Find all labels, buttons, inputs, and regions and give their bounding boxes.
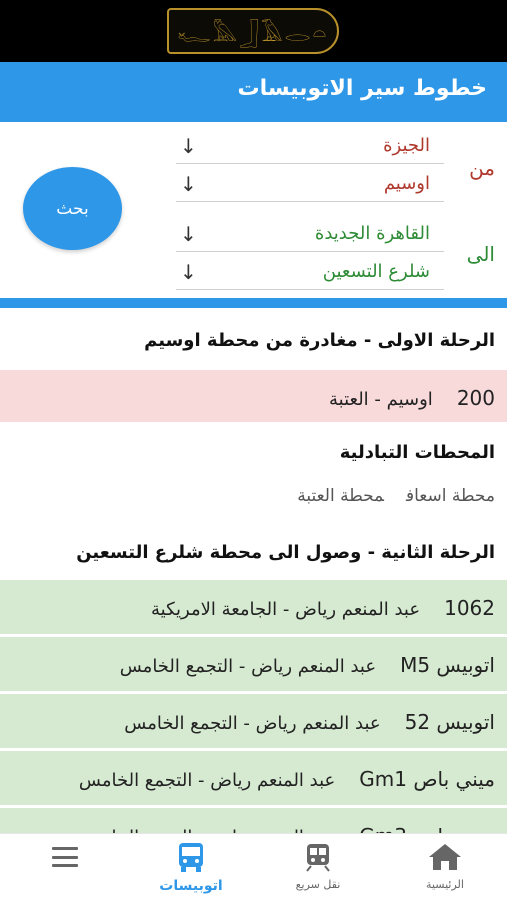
- logo-glyphs: 𓆑𓅓𓃀𓄿𓂋𓏏: [177, 22, 329, 47]
- route-name: عبد المنعم رياض - التجمع الخامس: [119, 656, 377, 677]
- route-info: [151, 596, 495, 620]
- trip2-heading: الرحلة الثانية - وصول الى محطة شلرع التسعين: [76, 542, 495, 563]
- to-city-select[interactable]: [176, 218, 444, 252]
- from-area-value: اوسيم: [383, 173, 430, 194]
- bus-icon: [146, 840, 236, 874]
- trip1-route-row[interactable]: [0, 370, 507, 422]
- home-icon: [400, 840, 490, 874]
- menu-icon-wrap: [20, 840, 110, 874]
- arrow-down-icon: ↓: [180, 134, 197, 158]
- to-city-value: القاهرة الجديدة: [314, 223, 430, 244]
- nav-home[interactable]: [400, 840, 490, 891]
- from-area-select[interactable]: [176, 168, 444, 202]
- arrow-down-icon: ↓: [180, 260, 197, 284]
- results-list: [0, 308, 507, 833]
- search-panel: [0, 122, 507, 298]
- app-logo: [167, 8, 339, 54]
- to-area-select[interactable]: [176, 256, 444, 290]
- arrow-down-icon: ↓: [180, 172, 197, 196]
- from-label: من: [469, 156, 495, 180]
- header-bar: [0, 62, 507, 122]
- menu-bar: [52, 847, 78, 850]
- trip2-route-row[interactable]: [0, 751, 507, 808]
- route-name: اوسيم - العتبة: [329, 389, 433, 410]
- route-number: اتوبيس M5: [400, 653, 495, 677]
- arrow-down-icon: ↓: [180, 222, 197, 246]
- to-label: الى: [466, 242, 495, 266]
- transfer-station: محطة اسعاف: [405, 486, 495, 506]
- route-info: [124, 710, 495, 734]
- menu-bar: [52, 856, 78, 859]
- to-area-value: شلرع التسعين: [322, 261, 430, 282]
- trip2-route-row[interactable]: [0, 637, 507, 694]
- transfer-station: محطة العتبة: [297, 486, 384, 506]
- transfer-stations: [275, 486, 495, 506]
- nav-metro[interactable]: [273, 840, 363, 891]
- nav-metro-label: نقل سريع: [295, 878, 341, 891]
- section-divider: [0, 298, 507, 308]
- menu-icon: [52, 847, 78, 867]
- bottom-navigation: [0, 833, 507, 900]
- route-info: [120, 653, 495, 677]
- transfer-heading: المحطات التبادلية: [339, 442, 495, 463]
- route-number: 1062: [444, 596, 495, 620]
- route-number: ميني باص Gm1: [359, 767, 495, 791]
- route-number: 200: [456, 386, 495, 410]
- from-city-value: الجيزة: [383, 135, 430, 156]
- nav-buses-label: اتوبيسات: [159, 878, 223, 894]
- nav-menu[interactable]: [20, 840, 110, 874]
- route-name: عبد المنعم رياض - التجمع الخامس: [78, 770, 336, 791]
- train-icon: [273, 840, 363, 874]
- route-name: عبد المنعم رياض - التجمع الخامس: [124, 713, 381, 734]
- route-number: اتوبيس 52: [404, 710, 495, 734]
- route-name: عبد المنعم رياض - الجامعة الامريكية: [150, 599, 421, 620]
- nav-buses[interactable]: [146, 840, 236, 894]
- menu-bar: [52, 864, 78, 867]
- trip2-route-row[interactable]: [0, 580, 507, 637]
- nav-home-label: الرئيسية: [426, 878, 464, 891]
- from-city-select[interactable]: [176, 130, 444, 164]
- page-title: خطوط سير الاتوبيسات: [237, 76, 487, 101]
- route-info: [329, 386, 495, 410]
- route-info: [79, 767, 495, 791]
- trip1-heading: الرحلة الاولى - مغادرة من محطة اوسيم: [144, 330, 495, 351]
- trip2-route-row[interactable]: [0, 694, 507, 751]
- search-button[interactable]: بحث: [23, 167, 122, 250]
- top-bar: [0, 0, 507, 62]
